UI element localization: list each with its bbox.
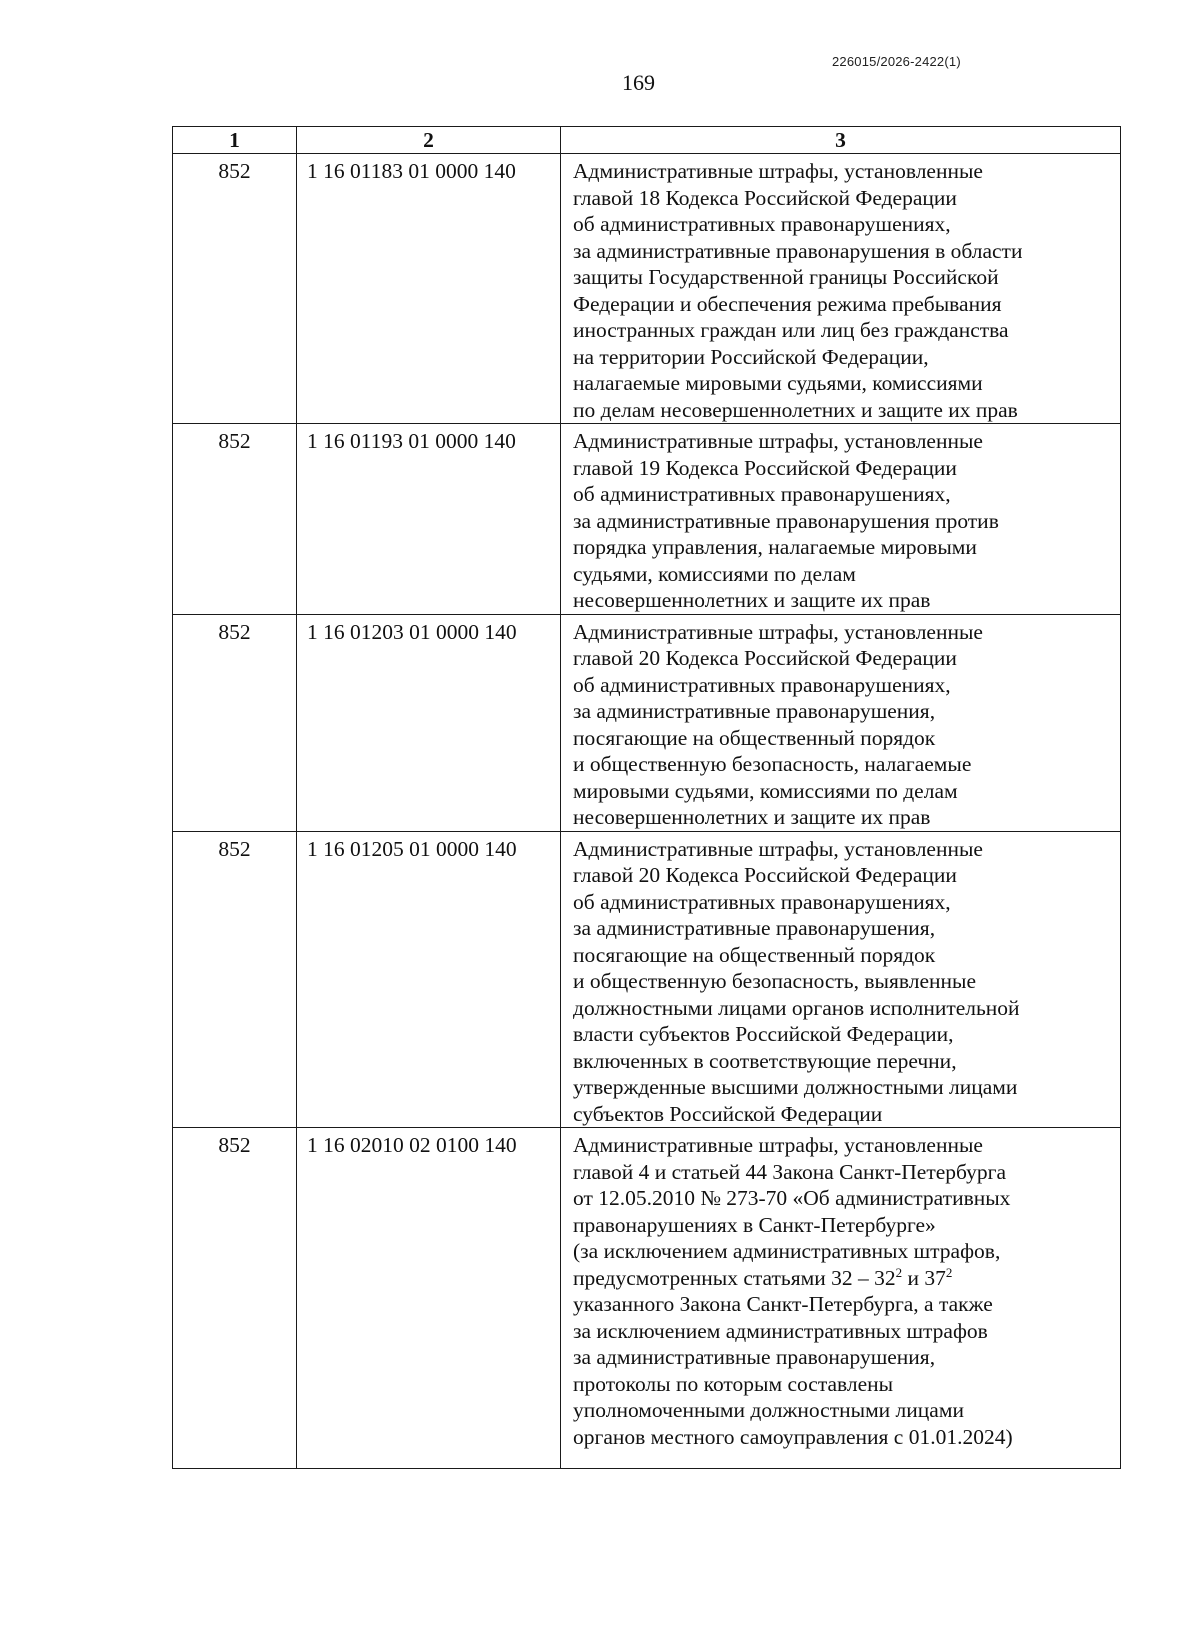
description-line: главой 18 Кодекса Российской Федерации xyxy=(573,185,957,210)
description-line: и общественную безопасность, налагаемые xyxy=(573,752,972,776)
description-line: за административные правонарушения, xyxy=(573,1345,936,1369)
column-header-1: 1 xyxy=(173,127,297,154)
description-cell xyxy=(561,831,1121,1128)
budget-classification-code-cell: 1 16 02010 02 0100 140 xyxy=(297,1128,561,1469)
description-line: судьями, комиссиями по делам xyxy=(573,561,856,586)
column-header-2: 2 xyxy=(297,127,561,154)
description-line: Административные штрафы, установленные xyxy=(573,836,983,861)
description-line: Административные штрафы, установленные xyxy=(573,159,983,183)
description-line: протоколы по которым составлены xyxy=(573,1371,894,1396)
description-line: налагаемые мировыми судьями, комиссиями xyxy=(573,371,983,395)
description-line: за административные правонарушения, xyxy=(573,916,936,940)
table-body xyxy=(173,154,1121,1469)
description-line: Административные штрафы, установленные xyxy=(573,619,983,644)
description-line: предусмотренных статьями $32 - 32^2$ и $37^2$ xyxy=(573,1264,953,1290)
fines-table xyxy=(172,126,1121,1469)
table-row xyxy=(173,614,1121,831)
description-line: главой 20 Кодекса Российской Федерации xyxy=(573,646,957,670)
table-row xyxy=(173,1128,1121,1469)
description-line: посягающие на общественный порядок xyxy=(573,725,936,750)
description-line: за административные правонарушения в области xyxy=(573,238,1023,263)
page-number: 169 xyxy=(622,70,655,95)
description-line: об административных правонарушениях, xyxy=(573,889,951,914)
description-line: (за исключением административных штрафов, xyxy=(573,1239,1001,1263)
description-cell xyxy=(561,1128,1121,1469)
description-line: главой 19 Кодекса Российской Федерации xyxy=(573,455,957,480)
description-line: об административных правонарушениях, xyxy=(573,482,951,506)
description-line: включенных в соответствующие перечни, xyxy=(573,1048,957,1073)
description-line: указанного Закона Санкт-Петербурга, а также xyxy=(573,1292,993,1316)
description-line: об административных правонарушениях, xyxy=(573,672,951,697)
description-line: несовершеннолетних и защите их прав xyxy=(573,588,931,612)
description-line: мировыми судьями, комиссиями по делам xyxy=(573,778,958,803)
description-line: субъектов Российской Федерации xyxy=(573,1101,883,1126)
admin-code-cell: 852 xyxy=(173,614,297,831)
admin-code-cell: 852 xyxy=(173,424,297,615)
description-line: несовершеннолетних и защите их прав xyxy=(573,805,931,829)
description-line: Федерации и обеспечения режима пребывания xyxy=(573,291,1002,316)
budget-classification-code-cell: 1 16 01203 01 0000 140 xyxy=(297,614,561,831)
description-line: за административные правонарушения против xyxy=(573,508,999,533)
description-line: Административные штрафы, установленные xyxy=(573,1133,983,1157)
description-cell xyxy=(561,154,1121,424)
description-line: утвержденные высшими должностными лицами xyxy=(573,1075,1018,1099)
description-line: органов местного самоуправления с 01.01.2024) xyxy=(573,1424,1013,1449)
description-line: иностранных граждан или лиц без гражданства xyxy=(573,318,1009,342)
admin-code-cell: 852 xyxy=(173,154,297,424)
description-line: главой 4 и статьей 44 Закона Санкт-Петербурга xyxy=(573,1159,1007,1184)
table-row xyxy=(173,831,1121,1128)
description-line: посягающие на общественный порядок xyxy=(573,942,936,967)
document-id: 226015/2026-2422(1) xyxy=(832,54,961,69)
description-cell xyxy=(561,614,1121,831)
budget-classification-code-cell: 1 16 01183 01 0000 140 xyxy=(297,154,561,424)
table-header-row xyxy=(173,127,1121,154)
budget-classification-code-cell: 1 16 01205 01 0000 140 xyxy=(297,831,561,1128)
description-line: Административные штрафы, установленные xyxy=(573,429,983,453)
description-line: за административные правонарушения, xyxy=(573,699,936,723)
table-row xyxy=(173,424,1121,615)
description-line: должностными лицами органов исполнительной xyxy=(573,995,1020,1020)
description-line: от 12.05.2010 № 273-70 «Об административных xyxy=(573,1186,1011,1210)
description-line: уполномоченными должностными лицами xyxy=(573,1398,964,1422)
description-line: и общественную безопасность, выявленные xyxy=(573,969,976,993)
description-line: об административных правонарушениях, xyxy=(573,212,951,236)
description-line: по делам несовершеннолетних и защите их прав xyxy=(573,397,1018,422)
description-line: власти субъектов Российской Федерации, xyxy=(573,1022,954,1046)
budget-classification-code-cell: 1 16 01193 01 0000 140 xyxy=(297,424,561,615)
description-line: порядка управления, налагаемые мировыми xyxy=(573,535,977,559)
column-header-3: 3 xyxy=(561,127,1121,154)
admin-code-cell: 852 xyxy=(173,1128,297,1469)
description-cell xyxy=(561,424,1121,615)
description-line: главой 20 Кодекса Российской Федерации xyxy=(573,863,957,887)
description-line: защиты Государственной границы Российской xyxy=(573,265,999,289)
description-line: за исключением административных штрафов xyxy=(573,1318,988,1343)
table-row xyxy=(173,154,1121,424)
admin-code-cell: 852 xyxy=(173,831,297,1128)
description-line: на территории Российской Федерации, xyxy=(573,344,929,369)
description-line: правонарушениях в Санкт-Петербурге» xyxy=(573,1212,936,1237)
